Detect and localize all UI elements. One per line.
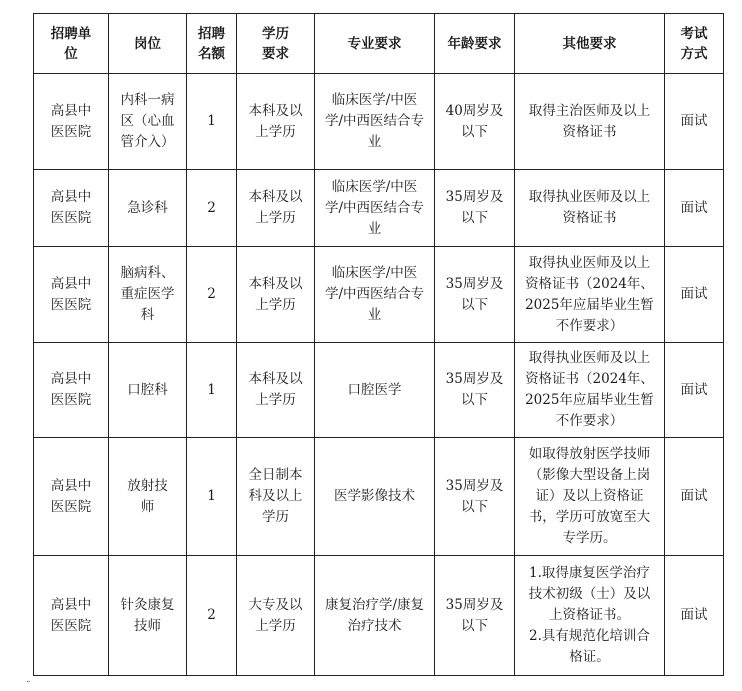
- other-line: 1.取得康复医学治疗技术初级（士）及以上资格证书。: [528, 565, 651, 623]
- header-post: 岗位: [109, 14, 187, 74]
- other-line: 取得主治医师及以上资格证书: [528, 102, 651, 140]
- cell-exam: 面试: [665, 247, 724, 343]
- cell-exam: 面试: [665, 438, 724, 556]
- cell-quota: 1: [187, 343, 237, 438]
- cell-quota: 2: [187, 556, 237, 676]
- cell-major: 口腔医学: [315, 343, 435, 438]
- cell-post: 急诊科: [109, 170, 187, 247]
- cell-other: [515, 343, 665, 438]
- cell-age: 35周岁及以下: [435, 438, 515, 556]
- cell-age: 35周岁及以下: [435, 247, 515, 343]
- cell-quota: 2: [187, 247, 237, 343]
- cell-post: 针灸康复技师: [109, 556, 187, 676]
- cell-exam: 面试: [665, 556, 724, 676]
- table-row: [34, 74, 724, 170]
- cell-major: 康复治疗学/康复治疗技术: [315, 556, 435, 676]
- cell-education: 本科及以上学历: [237, 170, 315, 247]
- table-row: [34, 438, 724, 556]
- other-line: 2.具有规范化培训合格证。: [529, 628, 650, 665]
- header-major: 专业要求: [315, 14, 435, 74]
- cell-quota: 2: [187, 170, 237, 247]
- cell-unit: 高县中医医院: [34, 556, 109, 676]
- cell-other: [515, 170, 665, 247]
- cell-exam: 面试: [665, 343, 724, 438]
- cell-other: [515, 247, 665, 343]
- table-row: [34, 343, 724, 438]
- table-row: [34, 247, 724, 343]
- header-education: 学历要求: [237, 14, 315, 74]
- cell-education: 全日制本科及以上学历: [237, 438, 315, 556]
- table-header-row: [34, 14, 724, 74]
- cell-exam: 面试: [665, 170, 724, 247]
- cell-post: 放射技师: [109, 438, 187, 556]
- cell-post: 内科一病区（心血管介入）: [109, 74, 187, 170]
- other-line: 取得执业医师及以上资格证书: [528, 189, 651, 226]
- table-row: [34, 556, 724, 676]
- header-exam: 考试方式: [665, 14, 724, 74]
- other-line: 取得执业医师及以上资格证书（2024年、2025年应届毕业生暂不作要求）: [525, 350, 654, 429]
- cell-education: 本科及以上学历: [237, 74, 315, 170]
- other-line: 如取得放射医学技师（影像大型设备上岗证）及以上资格证书，学历可放宽至大专学历。: [528, 446, 651, 546]
- cell-major: 临床医学/中医学/中西医结合专业: [315, 247, 435, 343]
- table-row: [34, 170, 724, 247]
- header-age: 年龄要求: [435, 14, 515, 74]
- cell-other: [515, 438, 665, 556]
- cell-age: 35周岁及以下: [435, 556, 515, 676]
- cell-quota: 1: [187, 438, 237, 556]
- cell-unit: 高县中医医院: [34, 438, 109, 556]
- cell-major: 临床医学/中医学/中西医结合专业: [315, 170, 435, 247]
- cell-post: 口腔科: [109, 343, 187, 438]
- cell-age: 35周岁及以下: [435, 170, 515, 247]
- page-edge-mark: ¨: [26, 681, 31, 691]
- cell-unit: 高县中医医院: [34, 247, 109, 343]
- other-line: 取得执业医师及以上资格证书（2024年、2025年应届毕业生暂不作要求）: [525, 254, 654, 334]
- cell-other: [515, 74, 665, 170]
- header-unit: 招聘单位: [34, 14, 109, 74]
- cell-other: [515, 556, 665, 676]
- cell-post: 脑病科、重症医学科: [109, 247, 187, 343]
- cell-unit: 高县中医医院: [34, 74, 109, 170]
- cell-major: 临床医学/中医学/中西医结合专业: [315, 74, 435, 170]
- header-other: 其他要求: [515, 14, 665, 74]
- header-quota: 招聘名额: [187, 14, 237, 74]
- cell-quota: 1: [187, 74, 237, 170]
- cell-unit: 高县中医医院: [34, 343, 109, 438]
- recruitment-table: [33, 13, 724, 676]
- cell-education: 本科及以上学历: [237, 343, 315, 438]
- cell-education: 本科及以上学历: [237, 247, 315, 343]
- cell-age: 35周岁及以下: [435, 343, 515, 438]
- cell-age: 40周岁及以下: [435, 74, 515, 170]
- cell-education: 大专及以上学历: [237, 556, 315, 676]
- cell-exam: 面试: [665, 74, 724, 170]
- cell-major: 医学影像技术: [315, 438, 435, 556]
- cell-unit: 高县中医医院: [34, 170, 109, 247]
